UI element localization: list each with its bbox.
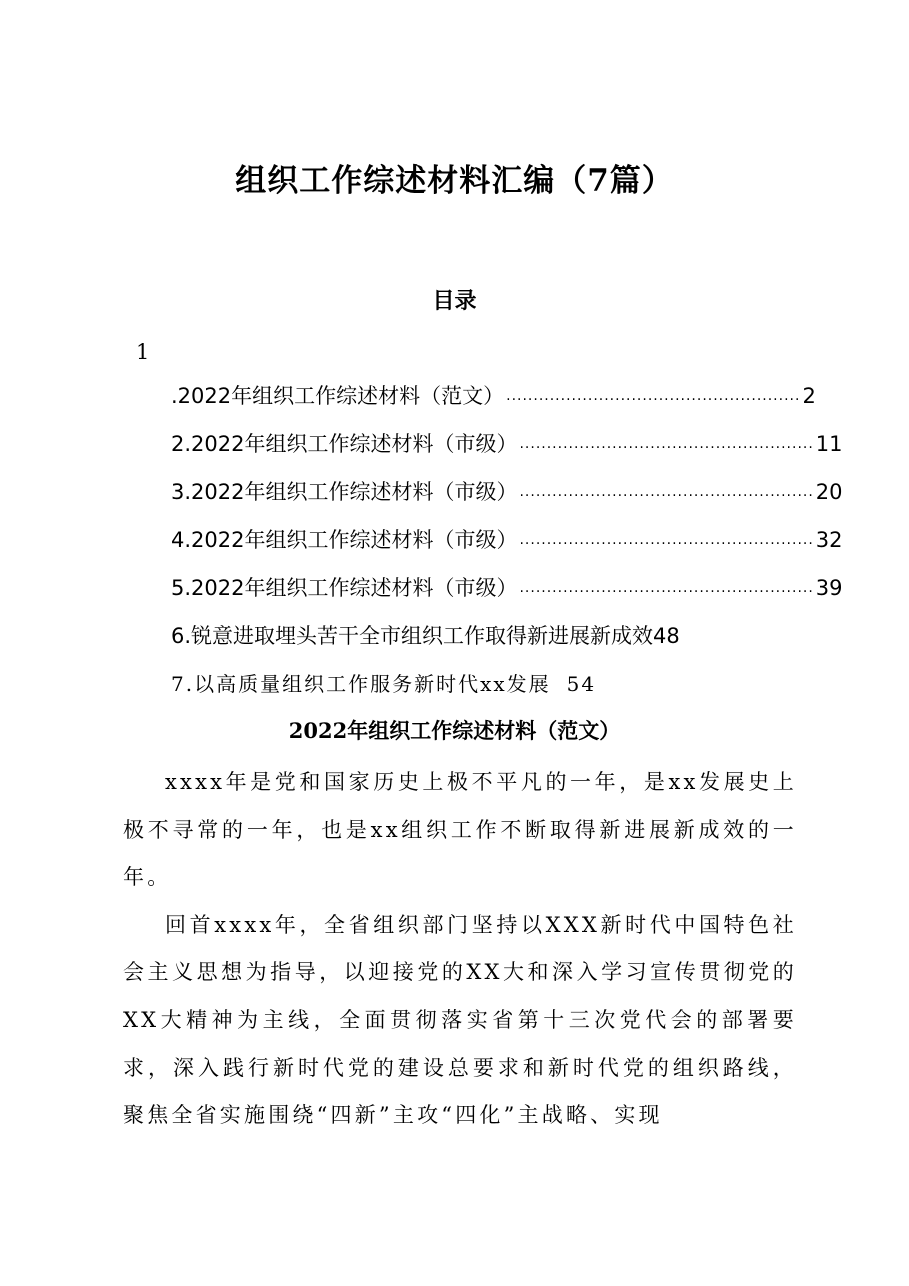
toc-entry-title: 2.2022年组织工作综述材料（市级） (171, 432, 518, 456)
toc-page-number: 2 (802, 384, 816, 408)
toc-entry-title: 4.2022年组织工作综述材料（市级） (171, 528, 518, 552)
toc-entry[interactable] (171, 522, 843, 570)
toc-entry[interactable] (171, 426, 843, 474)
toc-entry[interactable] (171, 666, 755, 714)
toc-page-number: 54 (566, 672, 597, 696)
toc-leader-dots: ...................................................... (519, 484, 814, 500)
toc-page-number: 39 (815, 576, 843, 600)
toc-entry-title: 5.2022年组织工作综述材料（市级） (171, 576, 518, 600)
toc-page-number: 11 (815, 432, 843, 456)
table-of-contents (171, 378, 843, 714)
paragraph: xxxx年是党和国家历史上极不平凡的一年，是xx发展史上极不寻常的一年，也是xx组织工作不断取得新进展新成效的一年。 (123, 770, 797, 890)
toc-entry-title: 7.以高质量组织工作服务新时代xx发展 (171, 672, 551, 696)
toc-entry-title: .2022年组织工作综述材料（范文） (171, 384, 505, 408)
toc-lone-number: 1 (136, 340, 150, 364)
toc-page-number: 20 (815, 480, 843, 504)
body-text (123, 759, 797, 1140)
toc-leader-dots: ...................................................... (519, 436, 814, 452)
toc-entry-title: 6.锐意进取埋头苦干全市组织工作取得新进展新成效 (171, 624, 654, 648)
toc-heading: 目录 (432, 288, 477, 314)
toc-entry[interactable] (171, 474, 843, 522)
toc-entry[interactable] (171, 378, 816, 426)
toc-page-number: 32 (815, 528, 843, 552)
toc-leader-dots: ...................................................... (519, 532, 814, 548)
document-title: 组织工作综述材料汇编（7篇） (235, 163, 674, 199)
toc-entry[interactable] (171, 618, 755, 666)
toc-leader-dots: ...................................................... (506, 388, 801, 404)
section-title: 2022年组织工作综述材料（范文） (288, 718, 621, 743)
paragraph: 回首xxxx年，全省组织部门坚持以XXX新时代中国特色社会主义思想为指导，以迎接党的XX大和深入学习宣传贯彻党的XX大精神为主线，全面贯彻落实省第十三次党代会的部署要求，深入践行新时代党的建设总要求和新时代党的组织路线，聚焦全省实施围绕“四新”主攻“四化”主战略、实现 (123, 912, 797, 1128)
toc-page-number: 48 (653, 624, 680, 648)
toc-leader-dots: ...................................................... (519, 580, 814, 596)
toc-entry[interactable] (171, 570, 843, 618)
toc-entry-title: 3.2022年组织工作综述材料（市级） (171, 480, 518, 504)
